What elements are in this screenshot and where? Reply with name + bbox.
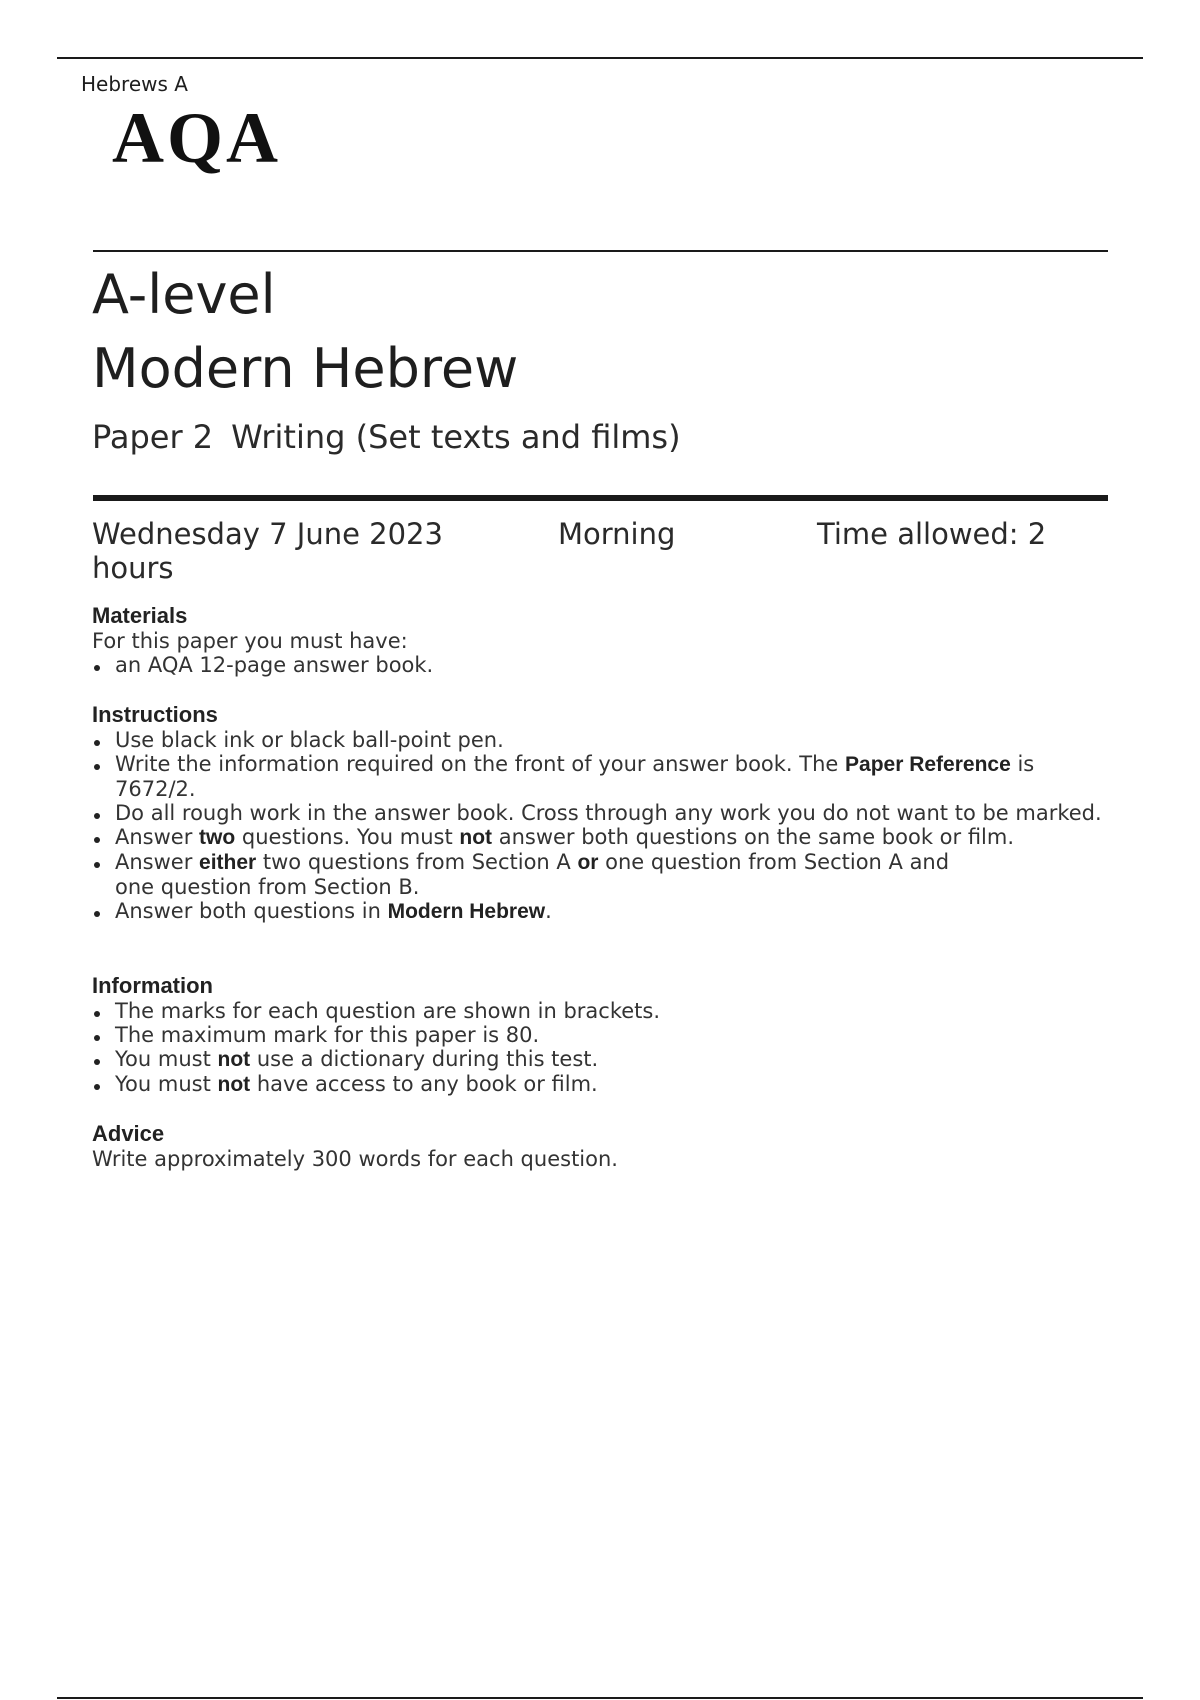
list-item: Answer either two questions from Section A or one question from Section A and one question from Section B. — [92, 850, 1112, 899]
emphasis: not — [217, 1048, 251, 1071]
instructions-list — [92, 728, 1112, 924]
materials-list — [92, 653, 1112, 677]
information-list — [92, 999, 1112, 1097]
materials-intro: For this paper you must have: — [92, 629, 408, 653]
paper-number: Paper 2 — [92, 418, 214, 456]
list-item: You must not use a dictionary during this test. — [92, 1047, 1112, 1072]
exam-date: Wednesday 7 June 2023 — [92, 517, 443, 551]
list-item: You must not have access to any book or film. — [92, 1072, 1112, 1097]
bottom-rule — [57, 1697, 1143, 1699]
information-heading: Information — [92, 973, 213, 998]
thick-rule — [93, 495, 1108, 501]
list-item: The maximum mark for this paper is 80. — [92, 1023, 1112, 1047]
materials-section — [92, 603, 1112, 677]
qualification-level: A-level — [92, 263, 276, 326]
paper-name: Writing (Set texts and films) — [231, 418, 681, 456]
paper-title — [92, 418, 681, 456]
aqa-logo: AQA — [112, 98, 281, 178]
instructions-heading: Instructions — [92, 702, 218, 727]
subject-title: Modern Hebrew — [92, 337, 519, 400]
exam-session: Morning — [558, 517, 676, 551]
information-section — [92, 973, 1112, 1097]
list-item: Write the information required on the front of your answer book. The Paper Reference is 7672/2. — [92, 752, 1112, 801]
list-item: an AQA 12-page answer book. — [92, 653, 1112, 677]
emphasis: not — [217, 1073, 251, 1096]
instructions-section — [92, 702, 1112, 924]
header-rule — [93, 250, 1108, 252]
emphasis: Modern Hebrew — [387, 900, 546, 923]
advice-section — [92, 1121, 1112, 1171]
emphasis: Paper Reference — [845, 753, 1011, 776]
emphasis: either — [199, 851, 257, 874]
emphasis: not — [459, 826, 493, 849]
list-item: Do all rough work in the answer book. Cross through any work you do not want to be marked. — [92, 801, 1112, 825]
emphasis: two — [199, 826, 236, 849]
list-item: Answer two questions. You must not answer both questions on the same book or film. — [92, 825, 1112, 850]
advice-text: Write approximately 300 words for each question. — [92, 1147, 618, 1171]
emphasis: or — [577, 851, 599, 874]
header-label: Hebrews A — [81, 72, 188, 96]
time-allowed: Time allowed: 2 — [817, 517, 1047, 551]
materials-heading: Materials — [92, 603, 188, 628]
list-item: Answer both questions in Modern Hebrew. — [92, 899, 1112, 924]
list-item: The marks for each question are shown in brackets. — [92, 999, 1112, 1023]
advice-heading: Advice — [92, 1121, 165, 1146]
time-allowed-unit: hours — [92, 551, 174, 585]
top-rule — [57, 57, 1143, 59]
list-item: Use black ink or black ball-point pen. — [92, 728, 1112, 752]
